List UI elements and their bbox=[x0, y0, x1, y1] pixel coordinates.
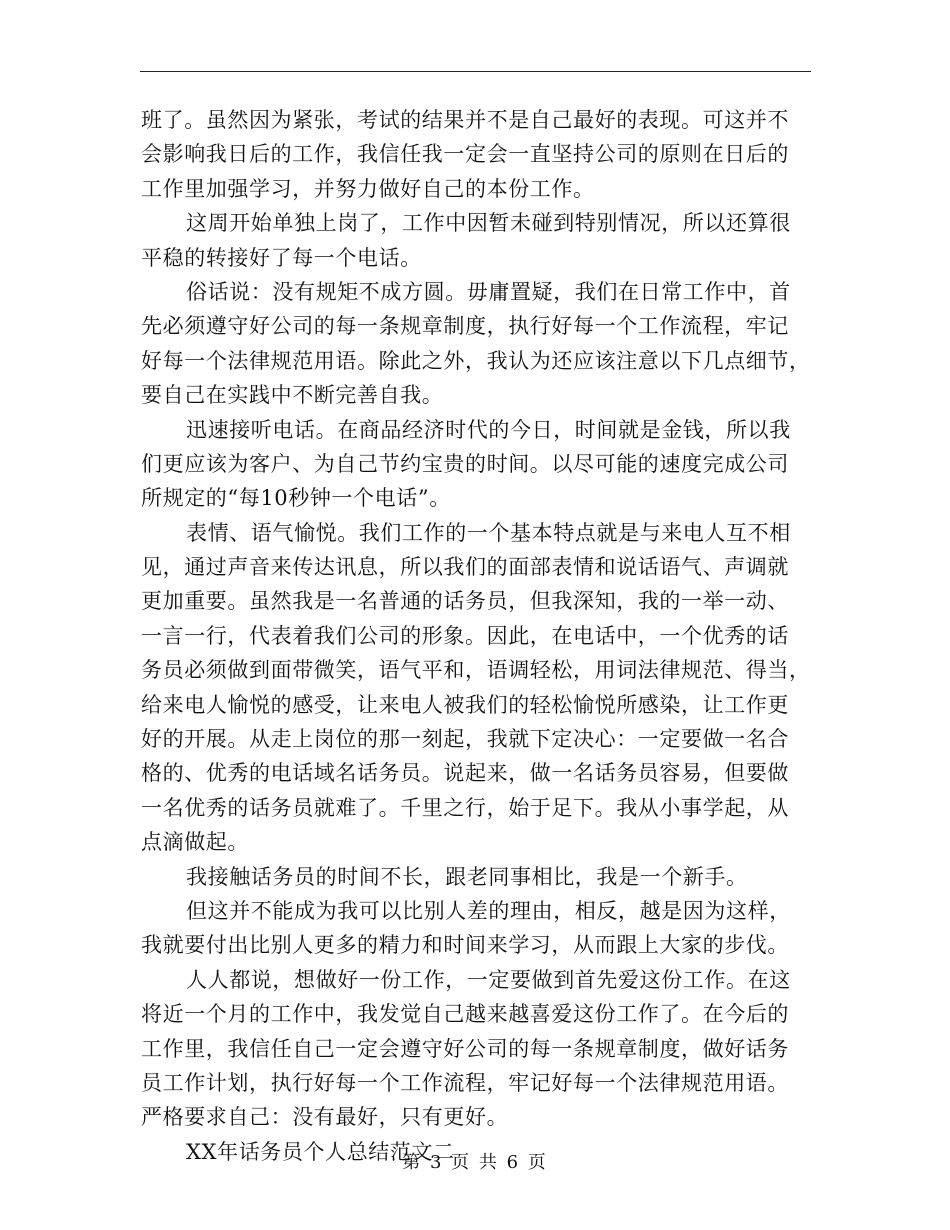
text-line: 务员必须做到面带微笑，语气平和，语调轻松，用词法律规范、得当， bbox=[141, 658, 811, 683]
section-heading: XX年话务员个人总结范文二 bbox=[186, 1139, 455, 1164]
text-line: 给来电人愉悦的感受，让来电人被我们的轻松愉悦所感染，让工作更 bbox=[141, 692, 789, 717]
text-line: 员工作计划，执行好每一个工作流程，牢记好每一个法律规范用语。 bbox=[141, 1070, 789, 1095]
paragraph-start: 我接触话务员的时间不长，跟老同事相比，我是一个新手。 bbox=[186, 864, 748, 889]
text-line: 一言一行，代表着我们公司的形象。因此，在电话中，一个优秀的话 bbox=[141, 623, 789, 648]
text-line: 见，通过声音来传达讯息，所以我们的面部表情和说话语气、声调就 bbox=[141, 555, 789, 580]
text-line: 要自己在实践中不断完善自我。 bbox=[141, 383, 444, 408]
text-line: 格的、优秀的电话域名话务员。说起来，做一名话务员容易，但要做 bbox=[141, 761, 789, 786]
text-line: 工作里，我信任自己一定会遵守好公司的每一条规章制度，做好话务 bbox=[141, 1036, 789, 1061]
paragraph-start: 但这并不能成为我可以比别人差的理由，相反，越是因为这样， bbox=[186, 898, 791, 923]
paragraph-start: 人人都说，想做好一份工作，一定要做到首先爱这份工作。在这 bbox=[186, 967, 791, 992]
text-line: 点滴做起。 bbox=[141, 830, 249, 855]
text-line: 好的开展。从走上岗位的那一刻起，我就下定决心：一定要做一名合 bbox=[141, 727, 789, 752]
paragraph-start: 这周开始单独上岗了，工作中因暂未碰到特别情况，所以还算很 bbox=[186, 211, 791, 236]
text-line: 将近一个月的工作中，我发觉自己越来越喜爱这份工作了。在今后的 bbox=[141, 1002, 789, 1027]
page-number-footer: 第 3 页 共 6 页 bbox=[402, 1152, 548, 1173]
text-line: 工作里加强学习，并努力做好自己的本份工作。 bbox=[141, 176, 595, 201]
paragraph-start: 表情、语气愉悦。我们工作的一个基本特点就是与来电人互不相 bbox=[186, 520, 791, 545]
paragraph-start: 迅速接听电话。在商品经济时代的今日，时间就是金钱，所以我 bbox=[186, 417, 791, 442]
text-line: 严格要求自己：没有最好，只有更好。 bbox=[141, 1105, 509, 1130]
text-line: 们更应该为客户、为自己节约宝贵的时间。以尽可能的速度完成公司 bbox=[141, 451, 789, 476]
body-text bbox=[141, 103, 813, 1169]
text-line: 好每一个法律规范用语。除此之外，我认为还应该注意以下几点细节， bbox=[141, 348, 811, 373]
header-rule bbox=[140, 71, 811, 72]
text-line: 先必须遵守好公司的每一条规章制度，执行好每一个工作流程，牢记 bbox=[141, 314, 789, 339]
text-line: 所规定的“每10秒钟一个电话”。 bbox=[141, 486, 451, 511]
text-line: 班了。虽然因为紧张，考试的结果并不是自己最好的表现。可这并不 bbox=[141, 108, 789, 132]
text-line: 我就要付出比别人更多的精力和时间来学习，从而跟上大家的步伐。 bbox=[141, 933, 789, 958]
text-line: 平稳的转接好了每一个电话。 bbox=[141, 245, 422, 270]
text-line: 更加重要。虽然我是一名普通的话务员，但我深知，我的一举一动、 bbox=[141, 589, 789, 614]
text-line: 会影响我日后的工作，我信任我一定会一直坚持公司的原则在日后的 bbox=[141, 142, 789, 167]
text-line: 一名优秀的话务员就难了。千里之行，始于足下。我从小事学起，从 bbox=[141, 795, 789, 820]
paragraph-start: 俗话说：没有规矩不成方圆。毋庸置疑，我们在日常工作中，首 bbox=[186, 279, 791, 304]
